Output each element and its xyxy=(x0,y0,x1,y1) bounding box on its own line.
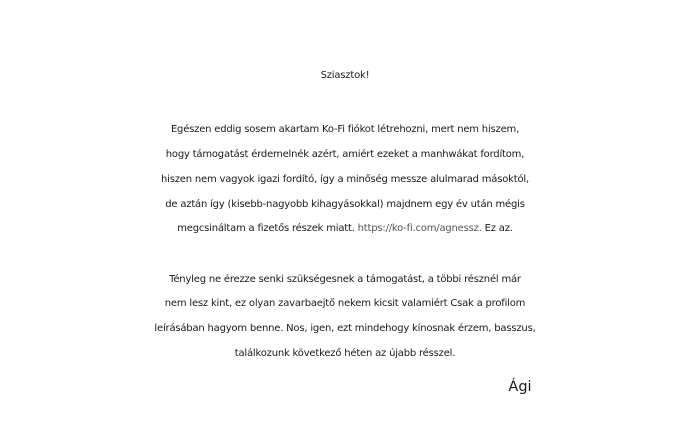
paragraph1-line1: Egészen eddig sosem akartam Ko-Fi fiókot létrehozni, mert nem hiszem, xyxy=(170,124,520,135)
paragraph2-line2: nem lesz kint, ez olyan zavarbaejtő nekem kicsit valamiért Csak a profilom xyxy=(164,298,526,309)
paragraph1-line5 xyxy=(0,219,690,239)
paragraph1-line5-text: megcsináltam a fizetős részek miatt. xyxy=(177,223,358,234)
paragraph1-line5-end: Ez az. xyxy=(481,223,513,234)
greeting: Sziasztok! xyxy=(320,70,370,81)
paragraph2-line4: találkozunk következő héten az újabb résszel. xyxy=(234,348,456,359)
signature: Ági xyxy=(508,379,532,395)
paragraph2-line1: Tényleg ne érezze senki szükségesnek a támogatást, a többi résznél már xyxy=(169,274,521,285)
kofi-link[interactable]: https://ko-fi.com/agnessz. xyxy=(357,223,482,234)
paragraph1-line2: hogy támogatást érdemelnék azért, amiért ezeket a manhwákat fordítom, xyxy=(165,149,525,160)
paragraph2-line3: leírásában hagyom benne. Nos, igen, ezt mindehogy kínosnak érzem, basszus, xyxy=(154,323,536,334)
paragraph1-line3: hiszen nem vagyok igazi fordító, így a minőség messze alulmarad másoktól, xyxy=(161,174,529,185)
paragraph1-line4: de aztán így (kisebb-nagyobb kihagyásokkal) majdnem egy év után mégis xyxy=(165,199,525,210)
